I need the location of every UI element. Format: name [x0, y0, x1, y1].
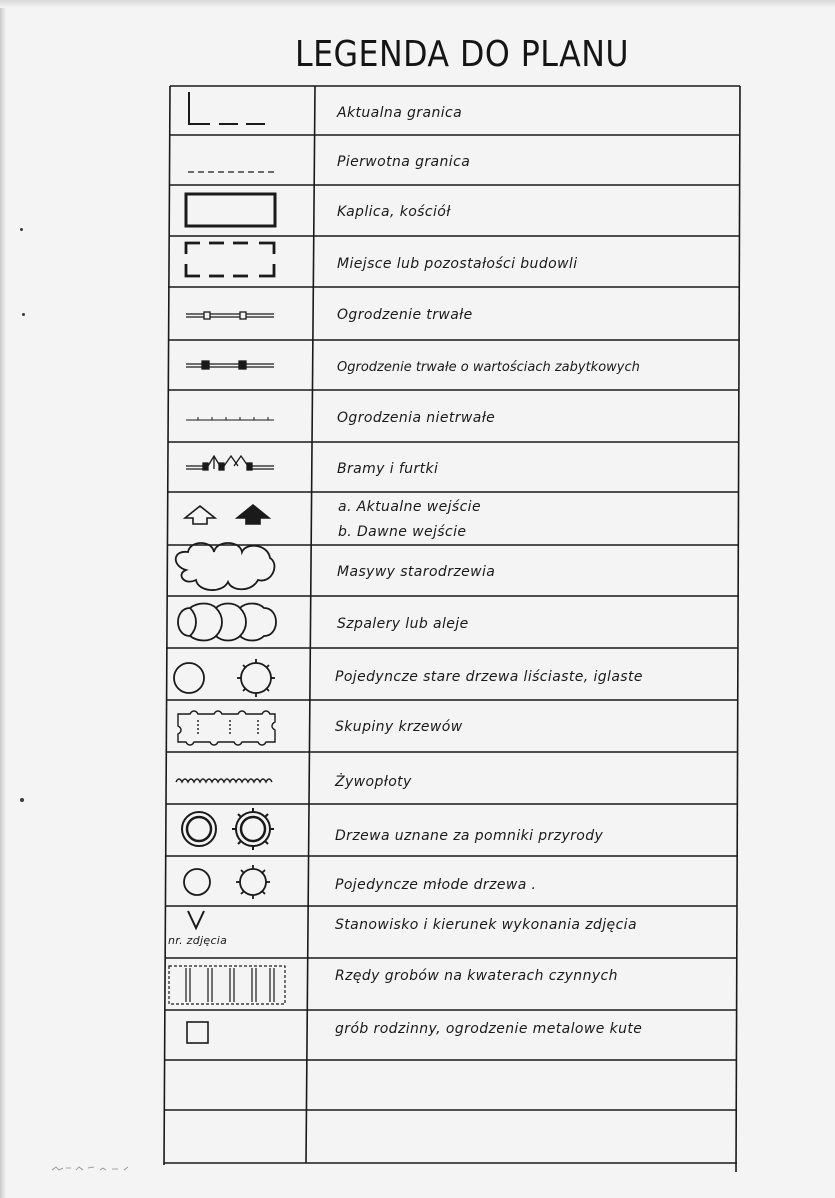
footer-scribble — [52, 1167, 128, 1170]
legend-label-natural-monument-trees: Drzewa uznane za pomniki przyrody — [335, 828, 604, 844]
young-trees-icon — [184, 865, 270, 899]
legend-label-family-grave: grób rodzinny, ogrodzenie metalowe kute — [335, 1021, 643, 1037]
building-remains-icon — [186, 243, 274, 276]
permanent-fence-icon — [186, 312, 274, 319]
legend-label-temporary-fence: Ogrodzenia nietrwałe — [337, 410, 496, 426]
legend-label-current-boundary: Aktualna granica — [337, 105, 463, 121]
legend-label-grave-rows: Rzędy grobów na kwaterach czynnych — [335, 968, 618, 984]
legend-label-tree-rows: Szpalery lub aleje — [337, 616, 469, 632]
page-title: LEGENDA DO PLANU — [295, 34, 629, 75]
hedge-icon — [176, 779, 272, 782]
scan-speck — [20, 798, 24, 802]
family-grave-icon — [187, 1022, 208, 1043]
photo-position-icon — [188, 911, 204, 928]
tree-rows-icon — [178, 604, 276, 641]
legend-label-old-tree-stand: Masywy starodrzewia — [337, 564, 496, 580]
temporary-fence-icon — [186, 417, 274, 420]
shrub-cluster-icon — [178, 711, 275, 745]
scan-speck — [20, 228, 23, 231]
legend-label-shrub-cluster: Skupiny krzewów — [335, 719, 463, 735]
legend-label-current-entrance: a. Aktualne wejście — [338, 499, 481, 515]
photo-number-caption: nr. zdjęcia — [168, 934, 228, 947]
legend-label-photo-position: Stanowisko i kierunek wykonania zdjęcia — [335, 917, 637, 933]
natural-monument-trees-icon — [182, 808, 274, 850]
legend-label-single-old-trees: Pojedyncze stare drzewa liściaste, iglaste — [335, 669, 643, 685]
legend-label-permanent-fence: Ogrodzenie trwałe — [337, 307, 473, 323]
single-old-trees-icon — [174, 659, 275, 697]
legend-label-historic-fence: Ogrodzenie trwałe o wartościach zabytkowych — [337, 360, 640, 375]
historic-fence-icon — [186, 361, 274, 369]
gates-wickets-icon — [186, 456, 274, 470]
chapel-church-icon — [186, 194, 275, 226]
entrance-arrows-icon — [185, 505, 269, 524]
legend-label-chapel-church: Kaplica, kościół — [337, 204, 451, 220]
scan-speck — [22, 313, 25, 316]
legend-label-hedge: Żywopłoty — [335, 774, 412, 790]
legend-label-former-entrance: b. Dawne wejście — [338, 524, 467, 540]
legend-label-gates-wickets: Bramy i furtki — [337, 461, 439, 477]
current-boundary-icon — [189, 92, 265, 124]
grave-rows-icon — [169, 966, 285, 1004]
legend-label-young-trees: Pojedyncze młode drzewa . — [335, 877, 537, 893]
old-tree-stand-icon — [176, 543, 275, 590]
legend-label-building-remains: Miejsce lub pozostałości budowli — [337, 256, 578, 272]
legend-label-original-boundary: Pierwotna granica — [337, 154, 471, 170]
